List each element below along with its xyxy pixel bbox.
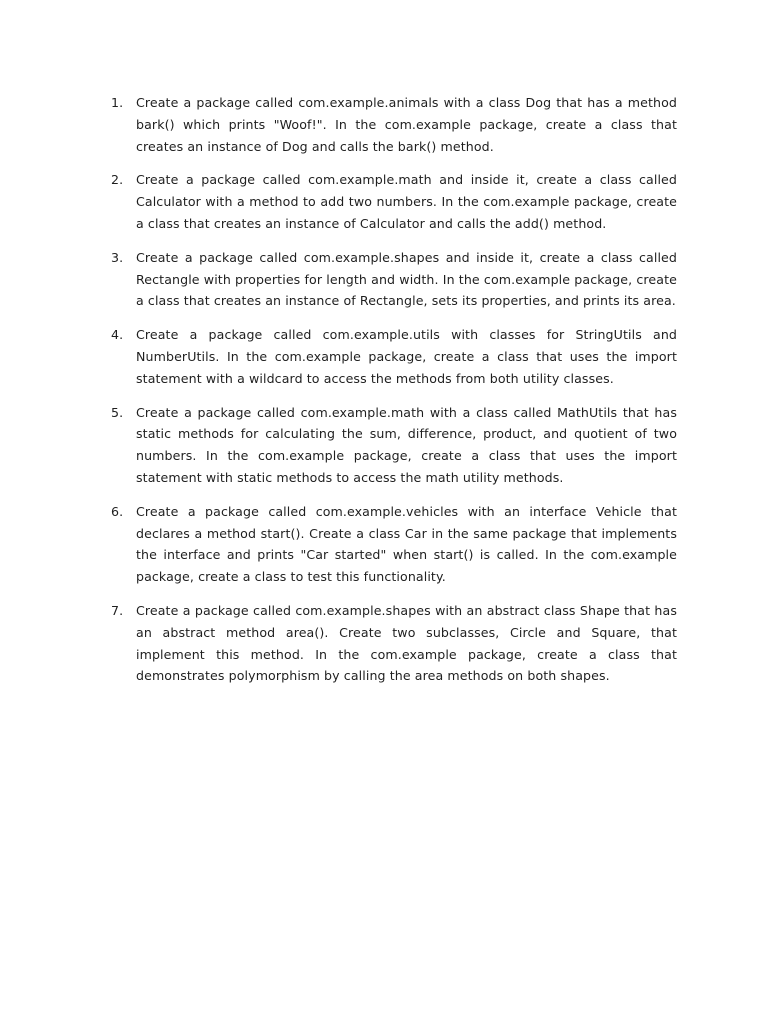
list-item: [111, 169, 677, 234]
item-text: Create a package called com.example.shapes with an abstract class Shape that has an abstract method area(). Create two subclasses, Circle and Square, that implement this method. In the com.example package, create a class that demonstrates polymorphism by calling the area methods on both shapes.: [136, 602, 677, 684]
item-number: 3.: [111, 249, 124, 265]
item-number: 1.: [111, 95, 124, 110]
item-text: Create a package called com.example.utils with classes for StringUtils and NumberUtils. In the com.example package, create a class that uses the import statement with a wildcard to access the methods from both utility classes.: [136, 327, 677, 386]
item-text: Create a package called com.example.shapes and inside it, create a class called Rectangle with properties for length and width. In the com.example package, create a class that creates an instance of Rectangle, sets its properties, and prints its area.: [136, 249, 677, 309]
list-item: [111, 92, 677, 157]
exercise-list: [111, 92, 677, 699]
item-number: 6.: [111, 503, 124, 519]
item-text: Create a package called com.example.math and inside it, create a class called Calculator with a method to add two numbers. In the com.example package, create a class that creates an instance of Calculator and calls the add() method.: [136, 172, 677, 231]
list-item: [111, 324, 677, 389]
item-number: 2.: [111, 172, 124, 188]
item-number: 7.: [111, 602, 124, 618]
item-text: Create a package called com.example.vehicles with an interface Vehicle that declares a method start(). Create a class Car in the same package that implements the interface and prints "Car started" when start() is called. In the com.example package, create a class to test this functionality.: [136, 503, 677, 585]
list-item: [111, 247, 677, 312]
item-text: Create a package called com.example.math with a class called MathUtils that has static methods for calculating the sum, difference, product, and quotient of two numbers. In the com.example package, create a class that uses the import statement with static methods to access the math utility methods.: [136, 404, 677, 485]
item-text: Create a package called com.example.animals with a class Dog that has a method bark() which prints "Woof!". In the com.example package, create a class that creates an instance of Dog and calls the bark() method.: [136, 95, 677, 154]
item-number: 5.: [111, 404, 124, 420]
list-item: [111, 600, 677, 687]
item-number: 4.: [111, 327, 124, 343]
list-item: [111, 501, 677, 588]
list-item: [111, 402, 677, 489]
